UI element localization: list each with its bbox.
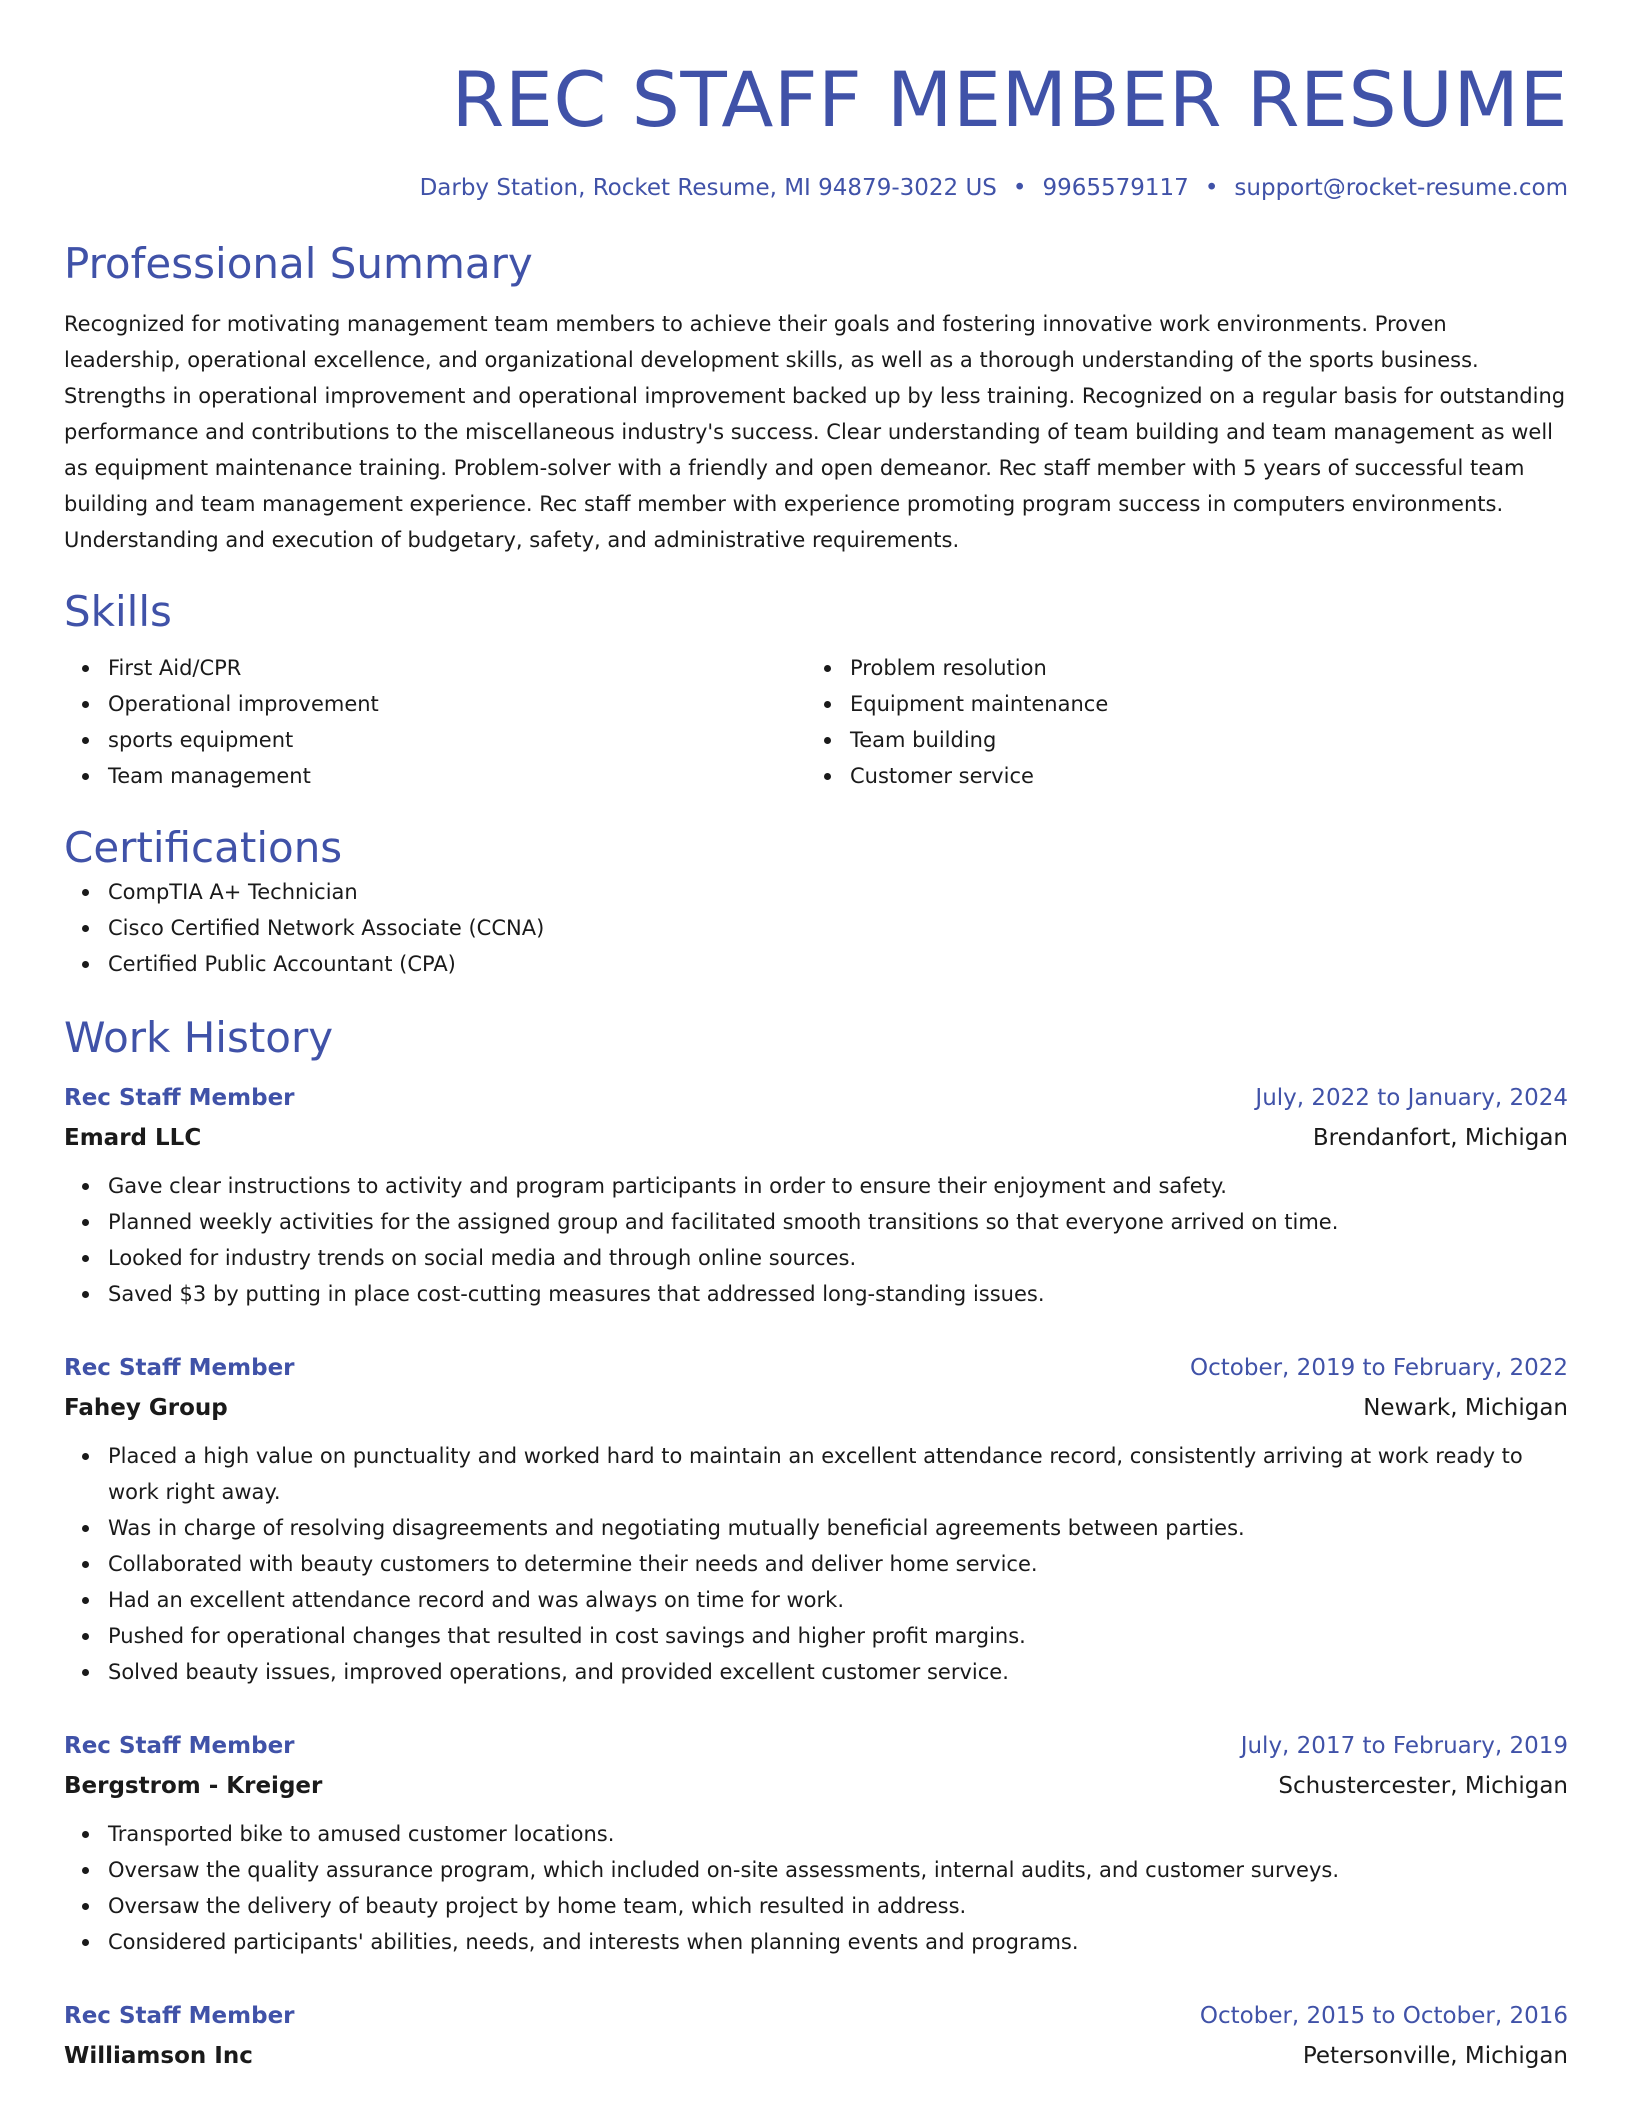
job-bullet-list [64,1438,1568,1690]
job-company-row [64,2040,1568,2072]
summary-heading: Professional Summary [64,239,533,288]
job-dates: October, 2015 to October, 2016 [1199,2003,1568,2029]
job-bullet: Solved beauty issues, improved operations, and provided excellent customer service. [108,1654,1568,1690]
job-bullet: Considered participants' abilities, needs, and interests when planning events and programs. [108,1924,1568,1960]
skill-item: Operational improvement [108,686,806,722]
job-company: Fahey Group [64,1395,228,1421]
job-bullet: Looked for industry trends on social media and through online sources. [108,1240,1568,1276]
job-bullet: Placed a high value on punctuality and worked hard to maintain an excellent attendance record, consistently arriving at work ready to work right away. [108,1438,1568,1510]
summary-text: Recognized for motivating management team members to achieve their goals and fostering innovative work environments. Proven leadership, operational excellence, and organizational development skills, as well as a thorough understanding of the sports business. Strengths in operational improvement and operational improvement backed up by less training. Recognized on a regular basis for outstanding performance and contributions to the miscellaneous industry's success. Clear understanding of team building and team management as well as equipment maintenance training. Problem-solver with a friendly and open demeanor. Rec staff member with 5 years of successful team building and team management experience. Rec staff member with experience promoting program success in computers environments. Understanding and execution of budgetary, safety, and administrative requirements. [64,312,1566,552]
contact-email[interactable]: support@rocket-resume.com [1234,175,1568,201]
certifications-list [64,874,1568,982]
certification-item: CompTIA A+ Technician [108,874,1568,910]
job-bullet: Collaborated with beauty customers to determine their needs and deliver home service. [108,1546,1568,1582]
job-bullet: Planned weekly activities for the assigned group and facilitated smooth transitions so that everyone arrived on time. [108,1204,1568,1240]
job-company: Williamson Inc [64,2043,253,2069]
job-entry [64,1082,1568,1312]
job-header-row [64,2000,1568,2032]
contact-separator: • [1012,175,1027,201]
job-company-row [64,1392,1568,1424]
resume-title: REC STAFF MEMBER RESUME [451,55,1568,144]
certification-item: Cisco Certified Network Associate (CCNA) [108,910,1568,946]
skill-item: Customer service [850,758,1548,794]
job-location: Petersonville, Michigan [1302,2043,1568,2069]
contact-line [64,172,1568,204]
job-location: Schustercester, Michigan [1278,1773,1568,1799]
contact-separator: • [1204,175,1219,201]
skills-column-right [806,650,1548,794]
job-company: Bergstrom - Kreiger [64,1773,323,1799]
job-bullet-list [64,1816,1568,1960]
job-bullet: Gave clear instructions to activity and program participants in order to ensure their enjoyment and safety. [108,1168,1568,1204]
job-company: Emard LLC [64,1125,202,1151]
job-bullet: Transported bike to amused customer locations. [108,1816,1568,1852]
job-bullet: Was in charge of resolving disagreements and negotiating mutually beneficial agreements between parties. [108,1510,1568,1546]
certifications-heading: Certifications [64,823,343,872]
job-company-row [64,1770,1568,1802]
job-dates: July, 2022 to January, 2024 [1255,1085,1568,1111]
certification-item: Certified Public Accountant (CPA) [108,946,1568,982]
job-entry [64,2000,1568,2072]
job-bullet: Oversaw the quality assurance program, which included on-site assessments, internal audits, and customer surveys. [108,1852,1568,1888]
job-header-row [64,1730,1568,1762]
skills-heading: Skills [64,587,172,636]
job-dates: October, 2019 to February, 2022 [1190,1355,1568,1381]
job-header-row [64,1082,1568,1114]
skills-grid [64,650,1568,794]
job-title: Rec Staff Member [64,2003,295,2029]
job-bullet: Had an excellent attendance record and was always on time for work. [108,1582,1568,1618]
job-title: Rec Staff Member [64,1355,295,1381]
skill-item: First Aid/CPR [108,650,806,686]
skills-column-left [64,650,806,794]
job-entry [64,1730,1568,1960]
job-entry [64,1352,1568,1690]
skill-item: Team management [108,758,806,794]
skill-item: Team building [850,722,1548,758]
job-title: Rec Staff Member [64,1733,295,1759]
skills-list-left [64,650,806,794]
skills-list-right [806,650,1548,794]
contact-phone[interactable]: 9965579117 [1042,175,1189,201]
contact-address: Darby Station, Rocket Resume, MI 94879-3022 US [419,175,997,201]
job-title: Rec Staff Member [64,1085,295,1111]
job-location: Newark, Michigan [1363,1395,1568,1421]
skill-item: Problem resolution [850,650,1548,686]
job-header-row [64,1352,1568,1384]
job-location: Brendanfort, Michigan [1312,1125,1568,1151]
job-company-row [64,1122,1568,1154]
job-bullet: Pushed for operational changes that resulted in cost savings and higher profit margins. [108,1618,1568,1654]
job-bullet: Oversaw the delivery of beauty project by home team, which resulted in address. [108,1888,1568,1924]
skill-item: sports equipment [108,722,806,758]
work-history-heading: Work History [64,1013,334,1062]
job-bullet-list [64,1168,1568,1312]
job-bullet: Saved $3 by putting in place cost-cutting measures that addressed long-standing issues. [108,1276,1568,1312]
skill-item: Equipment maintenance [850,686,1548,722]
job-dates: July, 2017 to February, 2019 [1240,1733,1568,1759]
